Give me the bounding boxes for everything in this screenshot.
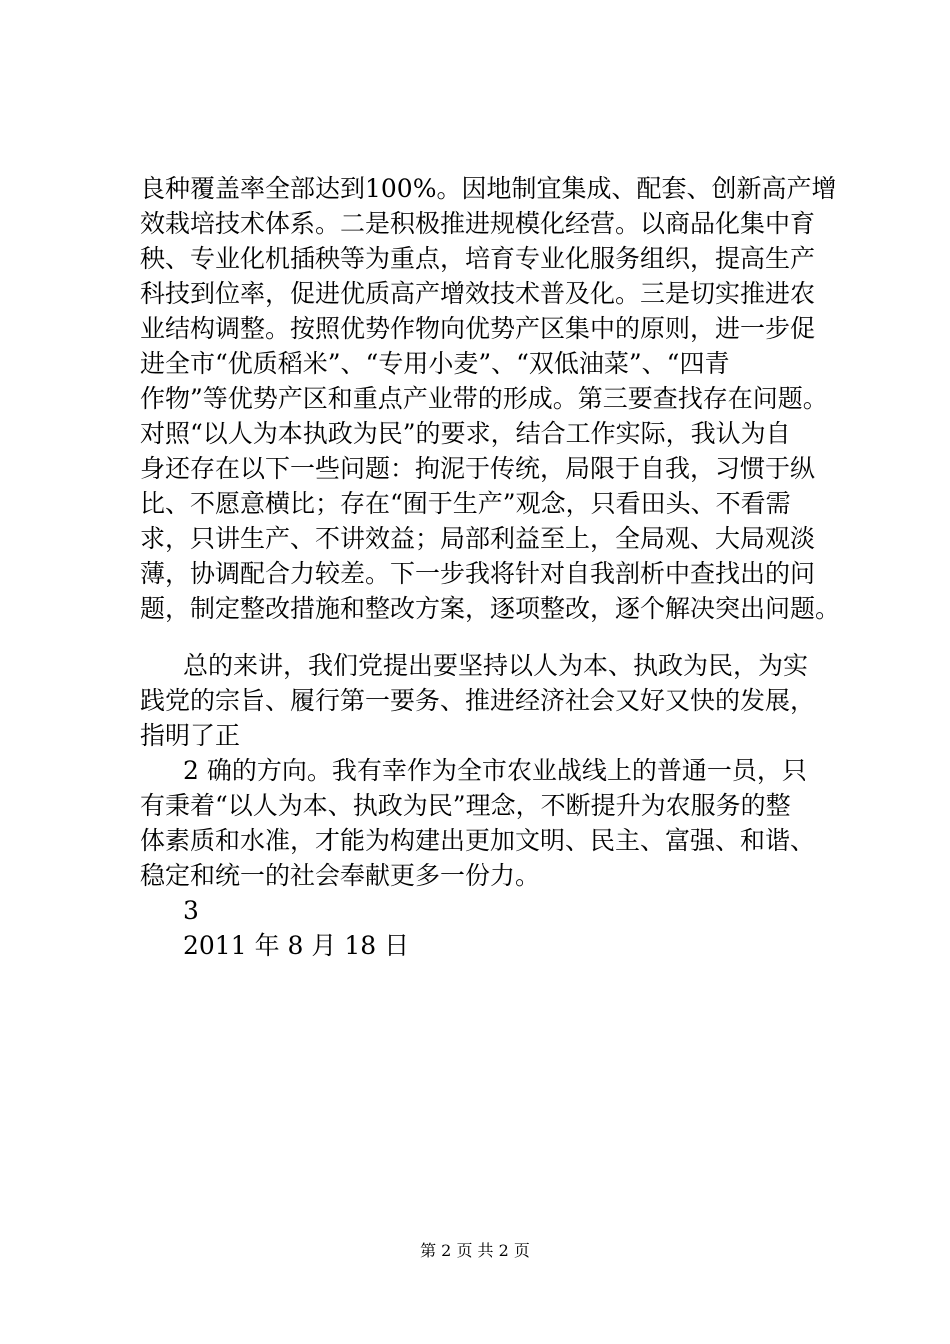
paragraph1-line: 对照“以人为本执政为民”的要求，结合工作实际，我认为自 bbox=[140, 419, 791, 448]
paragraph3-line: 稳定和统一的社会奉献更多一份力。 bbox=[140, 861, 541, 890]
paragraph1-line: 薄，协调配合力较差。下一步我将针对自我剖析中查找出的问 bbox=[140, 559, 816, 588]
paragraph1-line: 比、不愿意横比；存在“囿于生产”观念，只看田头、不看需 bbox=[140, 489, 791, 518]
paragraph1-line: 业结构调整。按照优势作物向优势产区集中的原则，进一步促 bbox=[140, 314, 816, 343]
paragraph2-line: 指明了正 bbox=[140, 721, 241, 750]
document-date: 2011 年 8 月 18 日 bbox=[183, 931, 410, 960]
paragraph2-line: 践党的宗旨、履行第一要务、推进经济社会又好又快的发展， bbox=[140, 686, 816, 715]
paragraph3-line: 有秉着“以人为本、执政为民”理念，不断提升为农服务的整 bbox=[140, 791, 791, 820]
paragraph2-line: 总的来讲，我们党提出要坚持以人为本、执政为民，为实 bbox=[183, 651, 809, 680]
paragraph3-line: 体素质和水准，才能为构建出更加文明、民主、富强、和谐、 bbox=[140, 826, 816, 855]
paragraph1-line: 题，制定整改措施和整改方案，逐项整改，逐个解决突出问题。 bbox=[140, 594, 841, 623]
paragraph1-line: 作物”等优势产区和重点产业带的形成。第三要查找存在问题。 bbox=[140, 384, 828, 413]
page-footer: 第 2 页 共 2 页 bbox=[420, 1241, 530, 1260]
paragraph1-line: 身还存在以下一些问题：拘泥于传统，局限于自我，习惯于纵 bbox=[140, 454, 816, 483]
page-marker: 3 bbox=[183, 896, 199, 925]
paragraph1-line: 科技到位率，促进优质高产增效技术普及化。三是切实推进农 bbox=[140, 279, 816, 308]
paragraph1-line: 进全市“优质稻米”、“专用小麦”、“双低油菜”、“四青 bbox=[140, 349, 730, 378]
paragraph1-line: 效栽培技术体系。二是积极推进规模化经营。以商品化集中育 bbox=[140, 209, 816, 238]
paragraph1-line: 秧、专业化机插秧等为重点，培育专业化服务组织，提高生产 bbox=[140, 244, 816, 273]
paragraph1-line: 求，只讲生产、不讲效益；局部利益至上，全局观、大局观淡 bbox=[140, 524, 816, 553]
paragraph1-line: 良种覆盖率全部达到100%。因地制宜集成、配套、创新高产增 bbox=[140, 174, 837, 203]
paragraph3-line: 2 确的方向。我有幸作为全市农业战线上的普通一员，只 bbox=[183, 756, 807, 785]
